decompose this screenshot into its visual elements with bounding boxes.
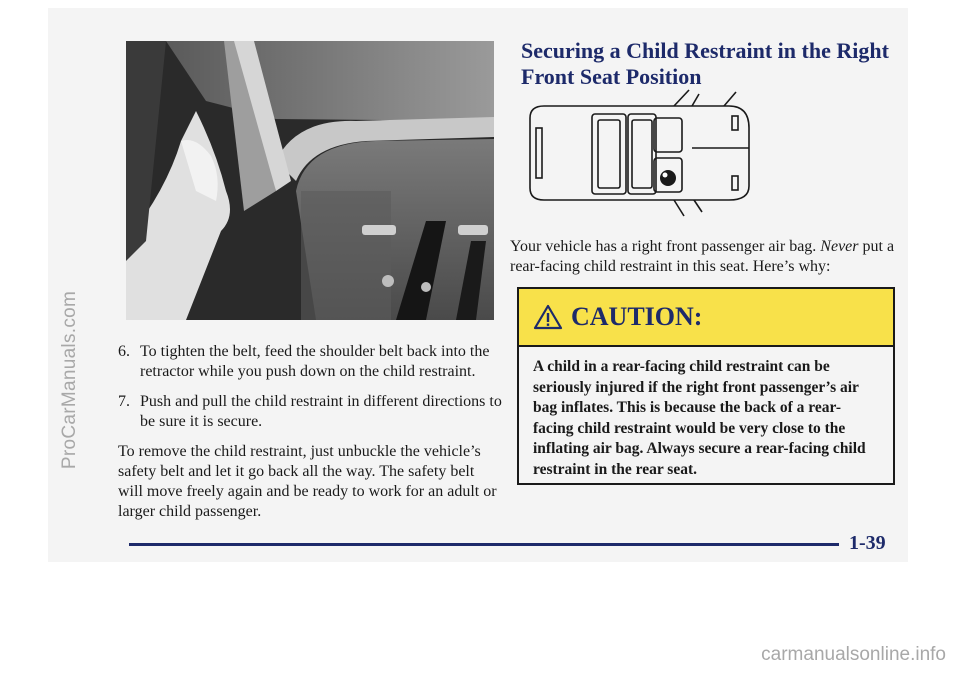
caution-header [519,289,893,347]
vehicle-seating-diagram [524,88,760,218]
intro-paragraph [510,237,905,277]
step-number: 7. [118,393,130,410]
step-number: 6. [118,343,130,360]
child-restraint-photo [126,41,494,320]
caution-box [517,287,895,485]
intro-emphasis: Never [820,238,859,255]
removal-paragraph: To remove the child restraint, just unbuckle the vehicle’s safety belt and let it go back all the way. The safety belt will move freely again and be ready to work for an adult or larger child passenger. [118,443,497,520]
footer-rule [129,543,839,546]
side-watermark[interactable]: ProCarManuals.com [59,290,80,470]
step-text: To tighten the belt, feed the shoulder belt back into the retractor while you push down on the child restraint. [140,343,490,380]
caution-label: CAUTION: [571,302,703,331]
steps-list [118,342,503,522]
intro-text: Your vehicle has a right front passenger air bag. [510,238,821,255]
section-title: Securing a Child Restraint in the Right Front Seat Position [521,38,889,89]
step-text: Push and pull the child restraint in different directions to be sure it is secure. [140,393,502,430]
intro-text-end: put a rear-facing child restraint in this seat. Here’s why: [510,238,895,275]
warning-triangle-icon [533,304,563,330]
caution-text: A child in a rear-facing child restraint can be seriously injured if the right front passenger’s air bag inflates. This is because the back of a rear-facing child restraint would be very close to the inflating air bag. Always secure a rear-facing child restraint in the rear seat. [533,358,866,478]
page-number: 1-39 [849,532,886,554]
list-item [118,392,503,432]
list-item [118,342,503,382]
bottom-watermark[interactable]: carmanualsonline.info [761,644,946,665]
